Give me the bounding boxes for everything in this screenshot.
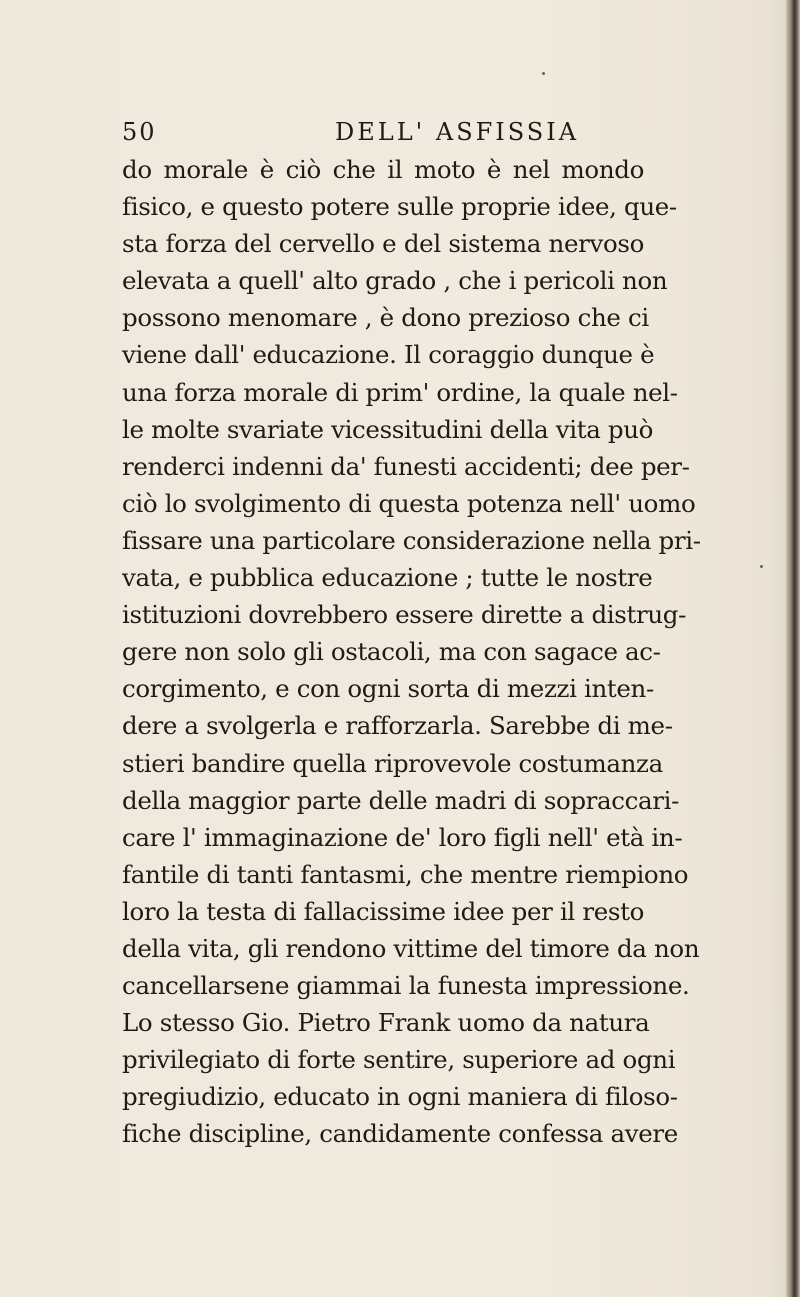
text-line: una forza morale di prim' ordine, la quale nel-	[122, 377, 678, 407]
paper-speck	[760, 565, 763, 568]
text-line: elevata a quell' alto grado , che i pericoli non	[122, 266, 668, 296]
text-line: fisico, e questo potere sulle proprie idee, que-	[122, 192, 677, 222]
text-line: possono menomare , è dono prezioso che ci	[122, 303, 649, 333]
page-header	[122, 118, 642, 152]
text-line: stieri bandire quella riprovevole costumanza	[122, 748, 663, 778]
text-line: gere non solo gli ostacoli, ma con sagace ac-	[122, 637, 661, 667]
text-line: istituzioni dovrebbero essere dirette a distrug-	[122, 600, 687, 630]
page-edge-shadow	[786, 0, 800, 1297]
text-line: della vita, gli rendono vittime del timore da non	[122, 933, 700, 963]
page-number: 50	[122, 118, 157, 146]
text-line: corgimento, e con ogni sorta di mezzi inten-	[122, 674, 654, 704]
text-line: cancellarsene giammai la funesta impressione.	[122, 971, 690, 1001]
text-line: fantile di tanti fantasmi, che mentre riempiono	[122, 859, 689, 889]
text-line: renderci indenni da' funesti accidenti; dee per-	[122, 451, 690, 481]
text-line: loro la testa di fallacissime idee per il resto	[122, 896, 644, 926]
text-line: fissare una particolare considerazione nella pri-	[122, 525, 701, 555]
text-line: privilegiato di forte sentire, superiore ad ogni	[122, 1045, 676, 1075]
running-title: DELL' ASFISSIA	[335, 118, 580, 146]
paper-speck	[542, 72, 545, 75]
text-line: care l' immaginazione de' loro figli nell' età in-	[122, 822, 683, 852]
text-line: ciò lo svolgimento di questa potenza nell' uomo	[122, 488, 696, 518]
text-line: pregiudizio, educato in ogni maniera di filoso-	[122, 1082, 678, 1112]
text-line: le molte svariate vicessitudini della vita può	[122, 414, 654, 444]
text-line: Lo stesso Gio. Pietro Frank uomo da natura	[122, 1008, 650, 1038]
text-line: fiche discipline, candidamente confessa avere	[122, 1119, 678, 1149]
text-line: vata, e pubblica educazione ; tutte le nostre	[122, 563, 653, 593]
text-line: della maggior parte delle madri di sopraccari-	[122, 785, 680, 815]
text-line: viene dall' educazione. Il coraggio dunque è	[122, 340, 655, 370]
body-text	[122, 151, 701, 1153]
text-line: sta forza del cervello e del sistema nervoso	[122, 229, 644, 259]
text-line: dere a svolgerla e rafforzarla. Sarebbe di me-	[122, 711, 673, 741]
text-line: do morale è ciò che il moto è nel mondo	[122, 155, 644, 184]
